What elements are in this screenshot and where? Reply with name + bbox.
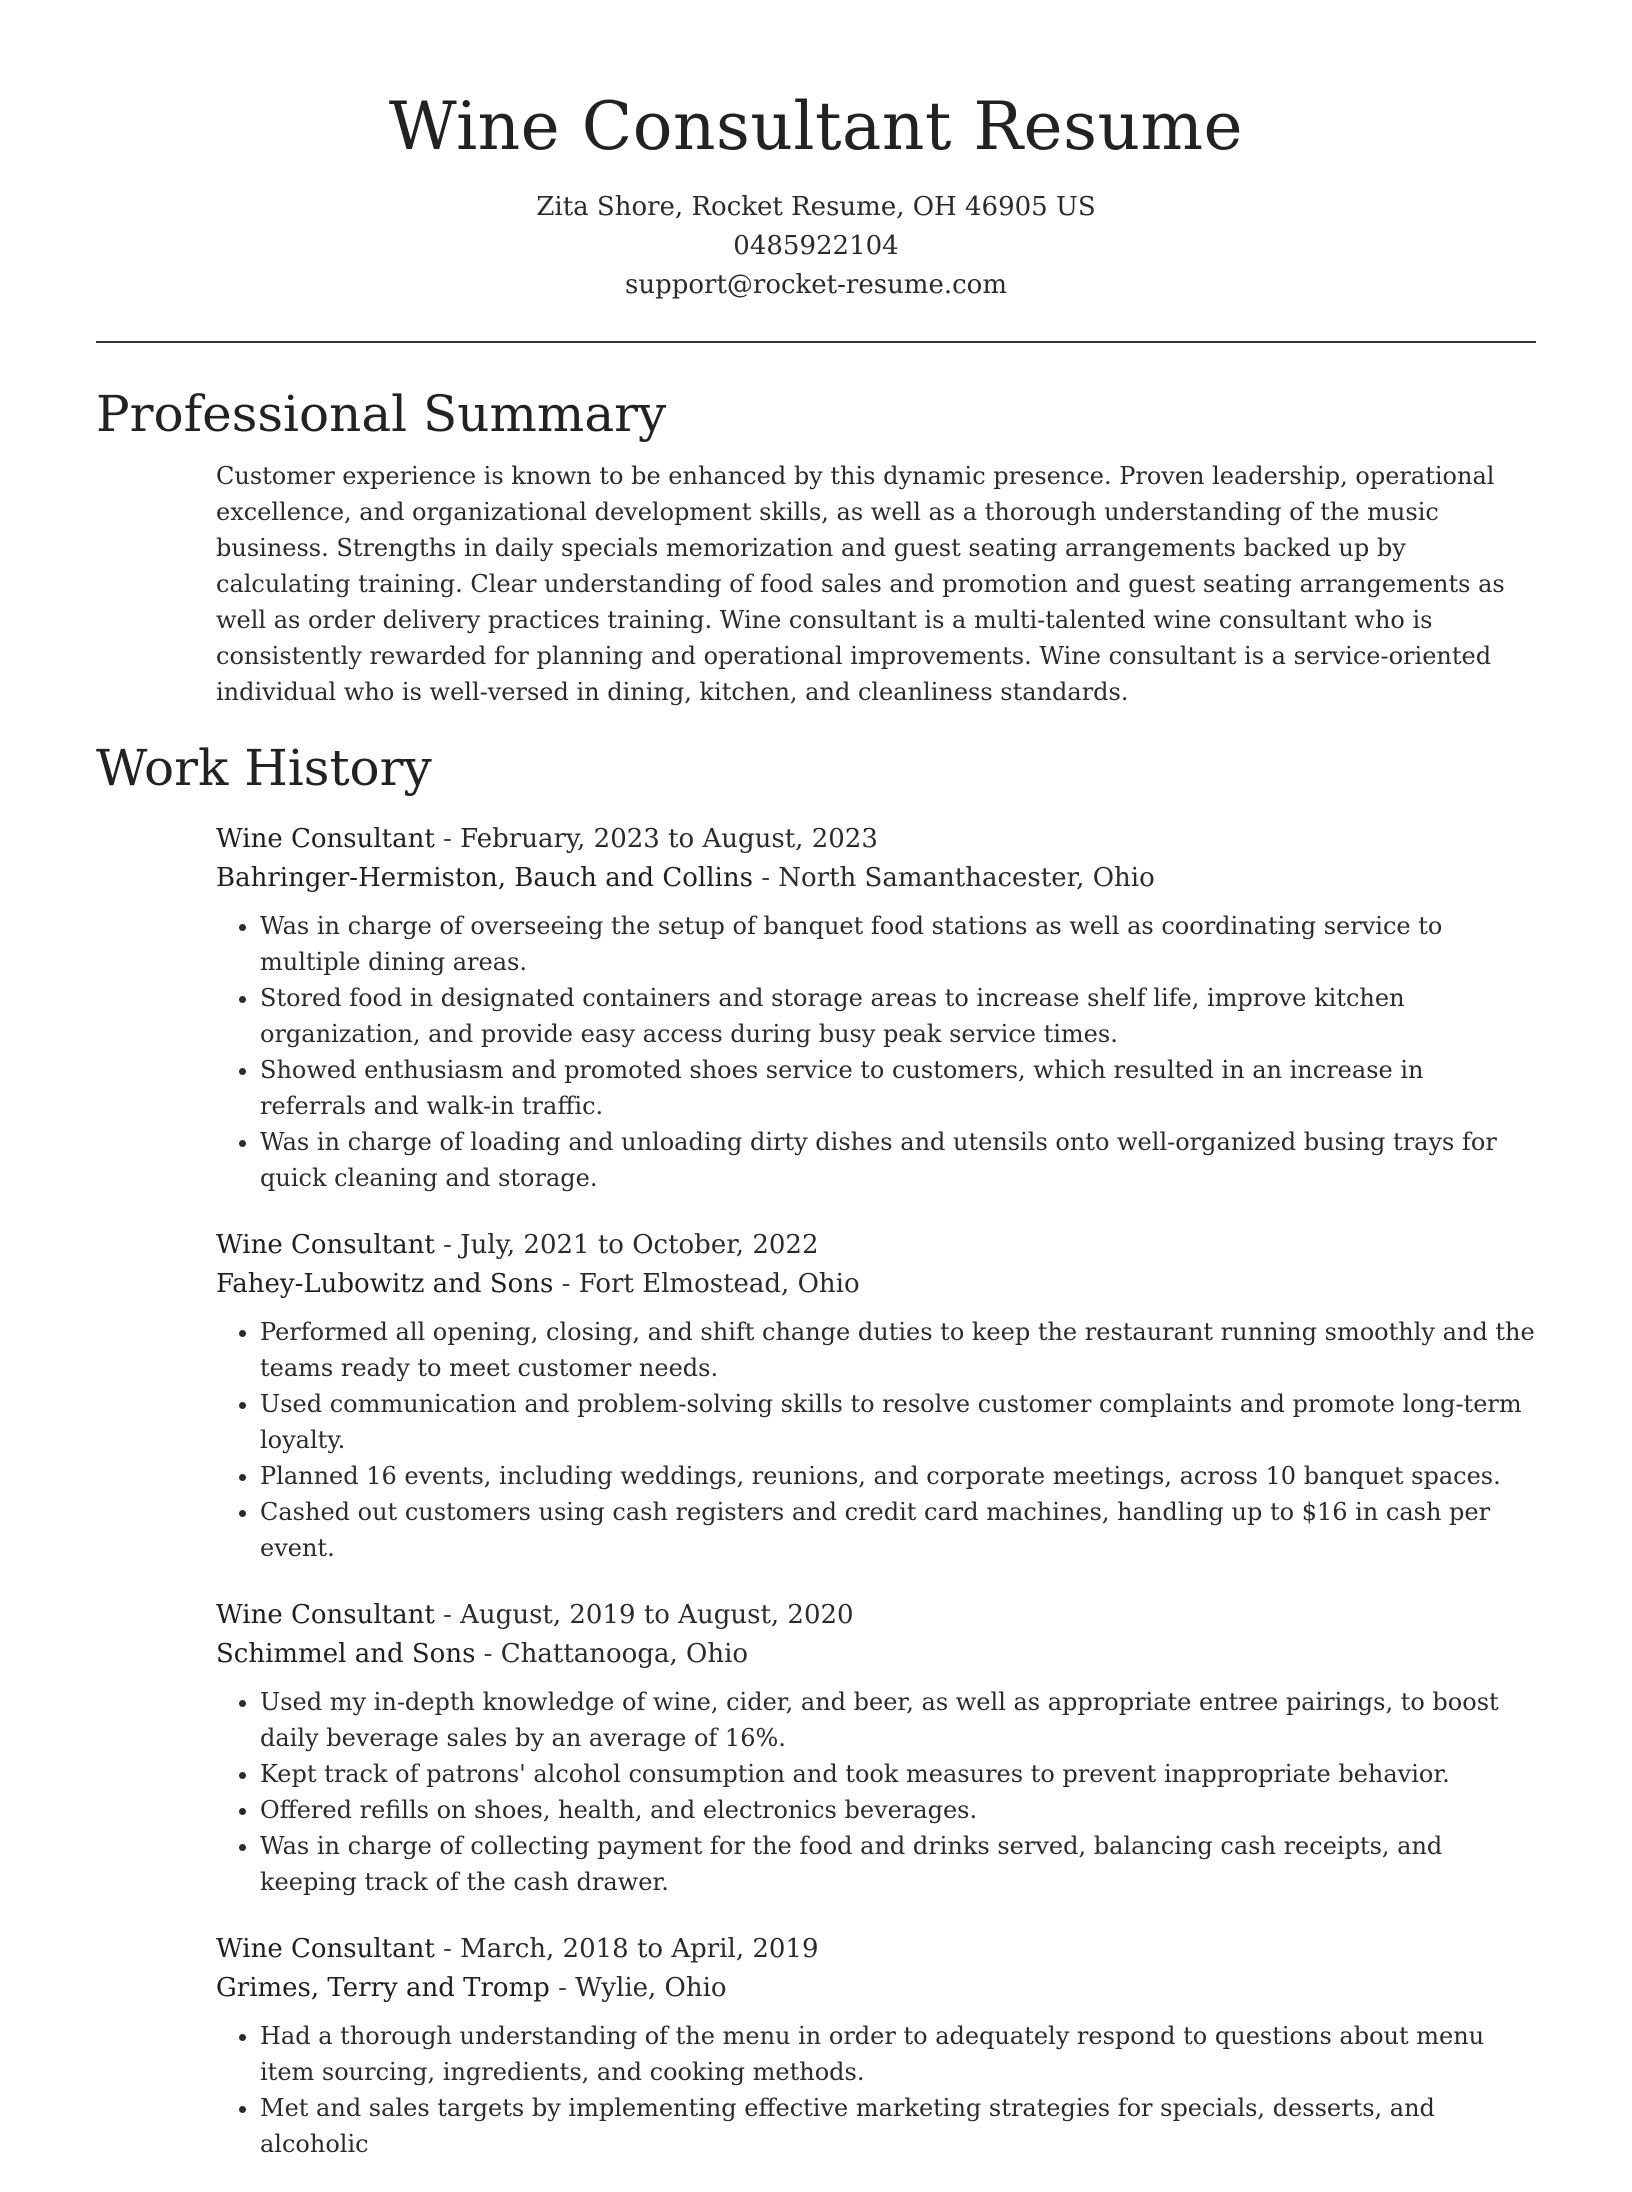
job-bullet: • Planned 16 events, including weddings, reunions, and corporate meetings, across 10 banquet spaces. [260, 1458, 1536, 1494]
job-title: Wine Consultant [216, 1600, 435, 1630]
contact-address: Zita Shore, Rocket Resume, OH 46905 US [536, 192, 1096, 222]
job-separator: - [549, 1973, 576, 2003]
job-entry [216, 1226, 1536, 1566]
job-bullets [216, 908, 1536, 1196]
job-company: Grimes, Terry and Tromp [216, 1973, 550, 2003]
summary-section [96, 378, 1536, 710]
job-separator: - [434, 1934, 461, 1964]
job-separator: - [434, 824, 461, 854]
job-separator: - [434, 1600, 461, 1630]
job-bullet: • Performed all opening, closing, and shift change duties to keep the restaurant running smoothly and the teams ready to meet customer needs. [260, 1314, 1536, 1386]
job-bullet: • Was in charge of overseeing the setup of banquet food stations as well as coordinating service to multiple dining areas. [260, 908, 1536, 980]
work-history-section [96, 732, 1536, 2162]
job-dates: February, 2023 to August, 2023 [460, 824, 878, 854]
job-title-line [216, 1226, 1536, 1265]
job-dates: March, 2018 to April, 2019 [460, 1934, 819, 1964]
summary-heading: Professional Summary [96, 385, 667, 443]
job-entry [216, 820, 1536, 1196]
job-dates: August, 2019 to August, 2020 [460, 1600, 854, 1630]
job-bullet: • Offered refills on shoes, health, and electronics beverages. [260, 1792, 1536, 1828]
job-bullet: • Kept track of patrons' alcohol consumption and took measures to prevent inappropriate behavior. [260, 1756, 1536, 1792]
job-location: Chattanooga, Ohio [500, 1639, 749, 1669]
job-title: Wine Consultant [216, 824, 435, 854]
job-company: Bahringer-Hermiston, Bauch and Collins [216, 863, 753, 893]
job-entry [216, 1596, 1536, 1900]
job-bullet: • Met and sales targets by implementing effective marketing strategies for specials, desserts, and alcoholic [260, 2090, 1536, 2162]
contact-email: support@rocket-resume.com [624, 270, 1007, 300]
summary-text: Customer experience is known to be enhanced by this dynamic presence. Proven leadership, operational excellence, and organizational development skills, as well as a thorough understanding of the music business. Strengths in daily specials memorization and guest seating arrangements backed up by calculating training. Clear understanding of food sales and promotion and guest seating arrangements as well as order delivery practices training. Wine consultant is a multi-talented wine consultant who is consistently rewarded for planning and operational improvements. Wine consultant is a service-oriented individual who is well-versed in dining, kitchen, and cleanliness standards. [216, 462, 1505, 706]
job-title: Wine Consultant [216, 1934, 435, 1964]
job-company: Fahey-Lubowitz and Sons [216, 1269, 554, 1299]
job-title-line [216, 820, 1536, 859]
resume-content [96, 378, 1536, 2192]
header-divider [96, 341, 1536, 343]
job-separator: - [434, 1230, 461, 1260]
contact-phone: 0485922104 [733, 231, 899, 261]
job-bullets [216, 1684, 1536, 1900]
job-company-line [216, 1265, 1536, 1304]
work-history-body [216, 820, 1536, 2162]
job-location: Wylie, Ohio [575, 1973, 727, 2003]
job-company-line [216, 1635, 1536, 1674]
page-title: Wine Consultant Resume [388, 88, 1244, 165]
job-company-line [216, 1969, 1536, 2008]
job-separator: - [752, 863, 779, 893]
job-bullet: • Used communication and problem-solving skills to resolve customer complaints and promote long-term loyalty. [260, 1386, 1536, 1458]
job-title: Wine Consultant [216, 1230, 435, 1260]
job-entry [216, 1930, 1536, 2162]
job-title-line [216, 1930, 1536, 1969]
job-title-line [216, 1596, 1536, 1635]
job-bullets [216, 1314, 1536, 1566]
job-bullet: • Had a thorough understanding of the menu in order to adequately respond to questions about menu item sourcing, ingredients, and cooking methods. [260, 2018, 1536, 2090]
job-location: North Samanthacester, Ohio [778, 863, 1155, 893]
job-bullet: • Showed enthusiasm and promoted shoes service to customers, which resulted in an increase in referrals and walk-in traffic. [260, 1052, 1536, 1124]
work-history-heading: Work History [96, 739, 432, 797]
job-company: Schimmel and Sons [216, 1639, 476, 1669]
contact-block [0, 188, 1632, 305]
job-bullet: • Was in charge of loading and unloading dirty dishes and utensils onto well-organized busing trays for quick cleaning and storage. [260, 1124, 1536, 1196]
summary-body [216, 458, 1536, 710]
job-company-line [216, 859, 1536, 898]
job-location: Fort Elmostead, Ohio [578, 1269, 860, 1299]
job-bullet: • Was in charge of collecting payment for the food and drinks served, balancing cash receipts, and keeping track of the cash drawer. [260, 1828, 1536, 1900]
job-bullet: • Cashed out customers using cash registers and credit card machines, handling up to $16 in cash per event. [260, 1494, 1536, 1566]
job-bullet: • Stored food in designated containers and storage areas to increase shelf life, improve kitchen organization, and provide easy access during busy peak service times. [260, 980, 1536, 1052]
job-dates: July, 2021 to October, 2022 [460, 1230, 819, 1260]
job-bullets [216, 2018, 1536, 2162]
job-bullet: • Used my in-depth knowledge of wine, cider, and beer, as well as appropriate entree pairings, to boost daily beverage sales by an average of 16%. [260, 1684, 1536, 1756]
job-separator: - [475, 1639, 501, 1669]
job-separator: - [553, 1269, 579, 1299]
resume-header [0, 0, 1632, 305]
